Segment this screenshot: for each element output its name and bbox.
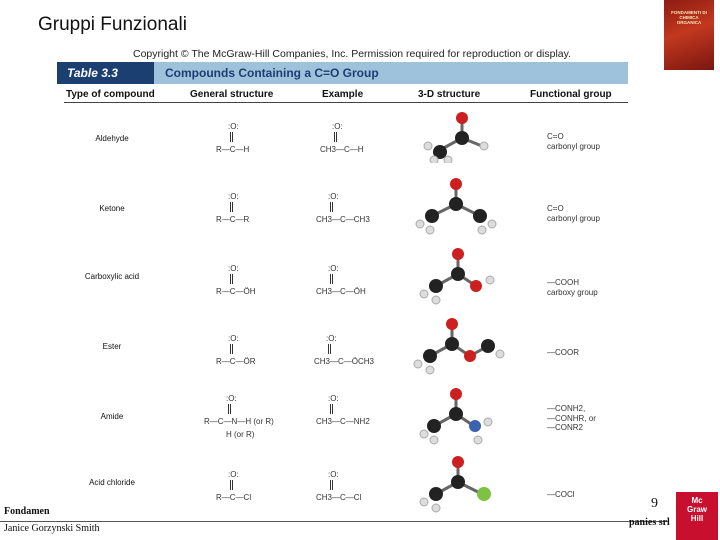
column-header-type: Type of compound [66,89,155,100]
model-3d-ketone [412,176,502,236]
model-3d-carboxylic-acid [416,246,506,306]
copyright-notice: Copyright © The McGraw-Hill Companies, Inc. Permission required for reproduction or display. [133,48,572,60]
column-header-rule [64,102,628,103]
column-header-3d: 3-D structure [418,89,481,100]
slide-title: Gruppi Funzionali [38,14,187,35]
table-caption: Compounds Containing a C=O Group [165,66,379,80]
model-3d-amide [418,386,498,446]
functional-group-aldehyde: C=O carbonyl group [547,132,600,151]
footer-book-title: Fondamen [4,506,50,517]
functional-group-amide: —CONH2, —CONHR, or —CONR2 [547,404,596,432]
row-name-amide: Amide [100,412,124,421]
row-name-ketone: Ketone [99,204,125,213]
functional-group-acid-chloride: —COCl [547,490,575,499]
row-name-acid-chloride: Acid chloride [89,478,135,487]
row-name-ester: Ester [102,342,122,351]
functional-group-ester: —COOR [547,348,579,357]
book-cover-title: FONDAMENTI DI CHIMICA ORGANICA [671,10,707,25]
model-3d-acid-chloride [418,454,498,514]
functional-group-carboxylic-acid: —COOH carboxy group [547,278,598,297]
table-number: Table 3.3 [57,62,154,84]
table-header-bar [57,62,628,84]
row-name-aldehyde: Aldehyde [95,134,129,143]
row-name-carboxylic-acid: Carboxylic acid [84,272,140,281]
footer-rule [0,521,668,522]
footer-author: Janice Gorzynski Smith [4,523,100,534]
mcgraw-hill-logo: Mc Graw Hill [676,492,718,540]
column-header-group: Functional group [530,89,612,100]
footer-publisher: panies srl [629,517,670,528]
page-number: 9 [651,496,658,511]
functional-group-ketone: C=O carbonyl group [547,204,600,223]
model-3d-aldehyde [420,108,500,163]
book-cover-image [664,0,714,70]
model-3d-ester [408,316,508,376]
column-header-general: General structure [190,89,274,100]
column-header-example: Example [322,89,364,100]
